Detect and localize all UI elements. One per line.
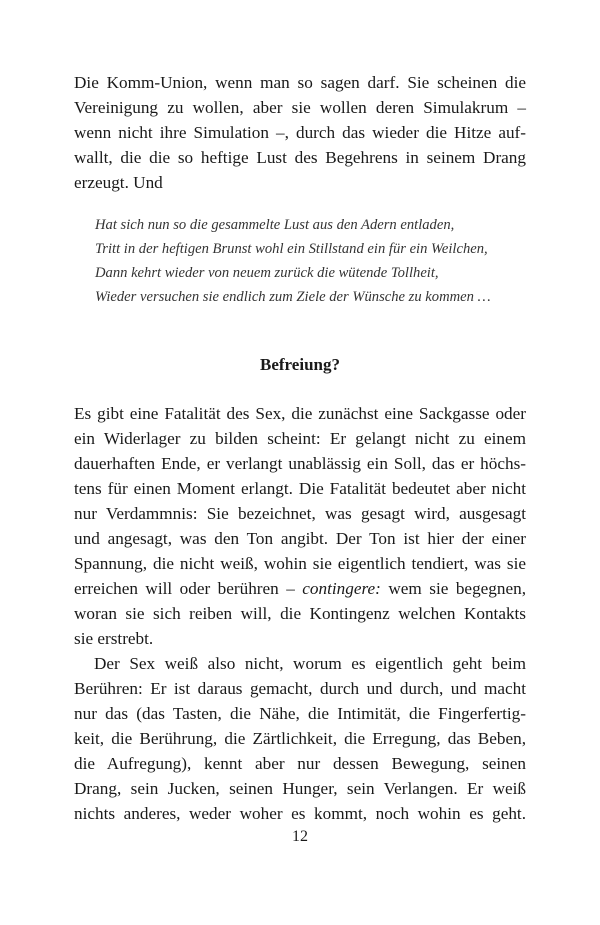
text-line: Berühren: Er ist daraus gemacht, durch und durch, und macht <box>74 679 526 698</box>
text-line: Die Komm-Union, wenn man so sagen darf. Sie scheinen die <box>74 73 526 92</box>
text-line: Es gibt eine Fatalität des Sex, die zunächst eine Sackgasse oder <box>74 404 526 423</box>
text-line: und angesagt, was den Ton angibt. Der Ton ist hier der einer <box>74 529 526 548</box>
text-line: Der Sex weiß also nicht, worum es eigentlich geht beim <box>94 654 526 673</box>
text-line: nichts anderes, weder woher es kommt, noch wohin es geht. <box>74 804 526 823</box>
text-line: Spannung, die nicht weiß, wohin sie eigentlich tendiert, was sie <box>74 554 526 573</box>
text-line: wenn nicht ihre Simulation –, durch das wieder die Hitze auf- <box>74 123 526 142</box>
section-heading: Befreiung? <box>260 355 340 374</box>
text-line: woran sie sich reiben will, die Kontingenz welchen Kontakts <box>74 604 526 623</box>
text-line: erzeugt. Und <box>74 173 163 192</box>
page-number: 12 <box>292 828 308 845</box>
text-line: ein Widerlager zu bilden scheint: Er gelangt nicht zu einem <box>74 429 526 448</box>
text-line: nur das (das Tasten, die Nähe, die Intimität, die Fingerfertig- <box>74 704 526 723</box>
text-line: sie erstrebt. <box>74 629 154 648</box>
text-line: keit, die Berührung, die Zärtlichkeit, die Erregung, das Beben, <box>74 729 526 748</box>
text-line: die Aufregung), kennt aber nur dessen Bewegung, seinen <box>74 754 526 773</box>
paragraph-fatalitaet <box>74 401 526 651</box>
text-line: Drang, sein Jucken, seinen Hunger, sein Verlangen. Er weiß <box>74 779 526 798</box>
paragraph-beruehren <box>74 651 526 826</box>
verse-line: Hat sich nun so die gesammelte Lust aus den Adern entladen, <box>95 217 455 233</box>
text-line: tens für einen Moment erlangt. Die Fatalität bedeutet aber nicht <box>74 479 526 498</box>
text-line: wallt, die die so heftige Lust des Begehrens in seinem Drang <box>74 148 526 167</box>
text-line: Vereinigung zu wollen, aber sie wollen deren Simulakrum – <box>74 98 526 117</box>
paragraph-komm-union <box>74 70 526 195</box>
text-line: dauerhaften Ende, er verlangt unablässig ein Soll, das er höchs- <box>74 454 526 473</box>
text-fragment: erreichen will oder berühren – <box>74 579 303 598</box>
verse-line: Wieder versuchen sie endlich zum Ziele der Wünsche zu kommen … <box>95 289 491 305</box>
text-line: nur Verdammnis: Sie bezeichnet, was gesagt wird, ausgesagt <box>74 504 526 523</box>
verse-line: Tritt in der heftigen Brunst wohl ein Stillstand ein für ein Weilchen, <box>95 241 488 257</box>
verse-line: Dann kehrt wieder von neuem zurück die wütende Tollheit, <box>95 265 439 281</box>
text-fragment: wem sie begegnen, <box>380 579 526 598</box>
text-line-contingere <box>74 576 526 601</box>
italic-term: contingere: <box>302 579 381 598</box>
verse-quotation <box>95 213 515 309</box>
